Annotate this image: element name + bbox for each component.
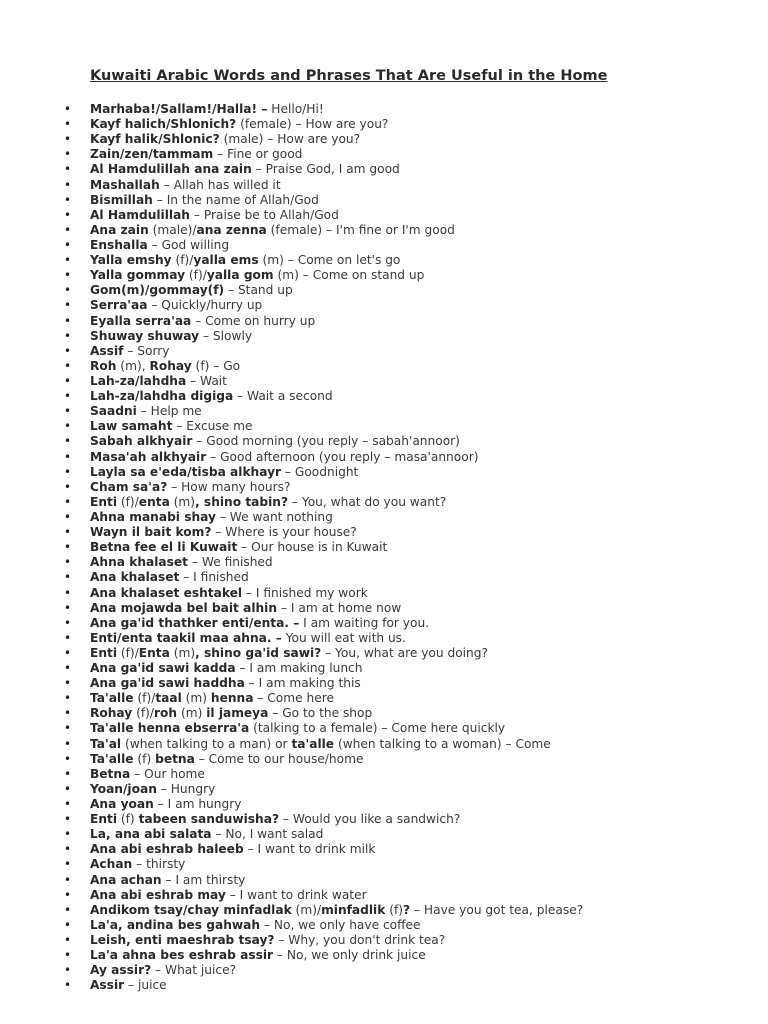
bullet-icon: • [64, 540, 72, 555]
list-item [0, 359, 583, 374]
bullet-icon: • [64, 283, 72, 298]
arabic-phrase: ana zenna [196, 222, 267, 237]
list-item [0, 857, 583, 872]
bullet-icon: • [64, 872, 72, 887]
arabic-phrase: enta [138, 494, 170, 509]
phrase-translation: You will eat with us. [281, 630, 406, 645]
phrase-translation: – Why, you don't drink tea? [274, 933, 446, 948]
phrase-translation: (f)/ [171, 253, 194, 268]
phrase-translation: – Wait a second [233, 389, 333, 404]
phrase-translation: – Good morning (you reply – sabah'annoor) [192, 434, 460, 449]
arabic-phrase: Yalla gommay [90, 268, 186, 283]
list-item [0, 117, 583, 132]
bullet-icon: • [64, 177, 72, 192]
list-item [0, 873, 583, 888]
phrase-translation: – Praise be to Allah/God [190, 207, 339, 222]
phrase-translation: (m) [169, 645, 196, 660]
arabic-phrase: Leish, enti maeshrab tsay? [90, 933, 275, 948]
phrase-translation: – No, we only drink juice [273, 948, 426, 963]
phrase-translation: – Excuse me [172, 419, 253, 434]
phrase-translation: – juice [124, 978, 167, 993]
bullet-icon: • [64, 600, 72, 615]
bullet-icon: • [64, 751, 72, 766]
arabic-phrase: yalla ems [193, 253, 259, 268]
list-item [0, 888, 583, 903]
phrase-translation: (female) – I'm fine or I'm good [266, 222, 455, 237]
bullet-icon: • [64, 978, 72, 993]
arabic-phrase: tabeen sanduwisha? [138, 812, 280, 827]
list-item [0, 737, 583, 752]
arabic-phrase: Al Hamdulillah ana zain [90, 162, 252, 177]
list-item [0, 797, 583, 812]
arabic-phrase: Rohay [149, 358, 192, 373]
arabic-phrase: Ana achan [90, 872, 162, 887]
arabic-phrase: Mashallah [90, 177, 160, 192]
arabic-phrase: Zain/zen/tammam [90, 147, 214, 162]
bullet-icon: • [64, 933, 72, 948]
bullet-icon: • [64, 419, 72, 434]
list-item [0, 132, 583, 147]
bullet-icon: • [64, 102, 72, 116]
list-item [0, 450, 583, 465]
arabic-phrase: Assir [90, 978, 125, 993]
arabic-phrase: Lah-za/lahdha digiga [90, 389, 234, 404]
phrase-translation: – I want to drink milk [243, 842, 376, 857]
phrase-translation: (when talking to a man) or [121, 736, 292, 751]
arabic-phrase: Ana ga'id sawi haddha [90, 676, 245, 691]
phrase-translation: – Stand up [224, 283, 293, 298]
phrase-translation: – I am at home now [277, 600, 402, 615]
arabic-phrase: , shino tabin? [195, 494, 289, 509]
phrase-translation: – Quickly/hurry up [147, 298, 263, 313]
list-item [0, 178, 583, 193]
phrase-translation: Hello/Hi! [267, 102, 324, 116]
phrase-translation: – Our home [130, 766, 205, 781]
arabic-phrase: Ahna manabi shay [90, 509, 216, 524]
list-item [0, 767, 583, 782]
arabic-phrase: Ta'alle henna ebserra'a [90, 721, 250, 736]
phrase-translation: – Wait [186, 373, 227, 388]
arabic-phrase: minfadlik [321, 902, 386, 917]
bullet-icon: • [64, 721, 72, 736]
list-item [0, 586, 583, 601]
phrase-translation: – I am hungry [153, 797, 242, 812]
arabic-phrase: Gom(m)/gommay(f) [90, 283, 225, 298]
list-item [0, 570, 583, 585]
list-item [0, 374, 583, 389]
phrase-translation: – Come to our house/home [194, 751, 364, 766]
phrase-translation: (m) – Come on stand up [273, 268, 425, 283]
arabic-phrase: Ta'alle [90, 691, 134, 706]
bullet-icon: • [64, 706, 72, 721]
list-item [0, 495, 583, 510]
arabic-phrase: betna [155, 751, 195, 766]
list-item [0, 344, 583, 359]
bullet-icon: • [64, 117, 72, 132]
bullet-icon: • [64, 268, 72, 283]
arabic-phrase: La, ana abi salata [90, 827, 212, 842]
arabic-phrase: Lah-za/lahdha [90, 373, 187, 388]
arabic-phrase: Eyalla serra'aa [90, 313, 192, 328]
bullet-icon: • [64, 917, 72, 932]
phrase-translation: (m) [177, 706, 207, 721]
arabic-phrase: Ay assir? [90, 963, 152, 978]
arabic-phrase: Ahna khalaset [90, 555, 189, 570]
list-item [0, 721, 583, 736]
bullet-icon: • [64, 902, 72, 917]
list-item [0, 223, 583, 238]
phrase-translation: (m), [116, 358, 150, 373]
arabic-phrase: Enta [138, 645, 170, 660]
bullet-icon: • [64, 479, 72, 494]
bullet-icon: • [64, 585, 72, 600]
phrase-translation: – Come here [253, 691, 334, 706]
bullet-icon: • [64, 207, 72, 222]
bullet-icon: • [64, 555, 72, 570]
arabic-phrase: Masa'ah alkhyair [90, 449, 207, 464]
arabic-phrase: Enti [90, 812, 118, 827]
phrase-translation: (male)/ [148, 222, 197, 237]
arabic-phrase: Marhaba!/Sallam!/Halla! – [90, 102, 268, 116]
phrase-translation: – Have you got tea, please? [410, 902, 584, 917]
bullet-icon: • [64, 781, 72, 796]
phrase-translation: – I finished [179, 570, 249, 585]
bullet-icon: • [64, 736, 72, 751]
list-item [0, 510, 583, 525]
arabic-phrase: Wayn il bait kom? [90, 525, 212, 540]
phrase-translation: (m)/ [291, 902, 322, 917]
phrase-translation: – Would you like a sandwich? [279, 812, 461, 827]
arabic-phrase: Achan [90, 857, 133, 872]
phrase-translation: – You, what do you want? [288, 494, 447, 509]
arabic-phrase: Yoan/joan [90, 781, 157, 796]
bullet-icon: • [64, 570, 72, 585]
phrase-translation: (m) [181, 691, 211, 706]
list-item [0, 147, 583, 162]
arabic-phrase: Al Hamdulillah [90, 207, 190, 222]
arabic-phrase: roh [154, 706, 178, 721]
arabic-phrase: yalla gom [206, 268, 274, 283]
phrase-translation: – Good afternoon (you reply – masa'annoor) [206, 449, 479, 464]
list-item [0, 465, 583, 480]
bullet-icon: • [64, 449, 72, 464]
page-title: Kuwaiti Arabic Words and Phrases That Are Useful in the Home [90, 68, 608, 84]
arabic-phrase: Law samaht [90, 419, 173, 434]
list-item [0, 661, 583, 676]
arabic-phrase: Ana ga'id sawi kadda [90, 661, 236, 676]
arabic-phrase: La'a, andina bes gahwah [90, 917, 261, 932]
bullet-icon: • [64, 766, 72, 781]
list-item [0, 238, 583, 253]
phrase-list [0, 102, 583, 993]
phrase-translation: – Sorry [123, 343, 170, 358]
phrase-translation: – You, what are you doing? [321, 645, 488, 660]
list-item [0, 253, 583, 268]
phrase-translation: (male) – How are you? [219, 132, 361, 147]
list-item [0, 676, 583, 691]
arabic-phrase: Bismillah [90, 192, 153, 207]
list-item [0, 389, 583, 404]
bullet-icon: • [64, 373, 72, 388]
bullet-icon: • [64, 812, 72, 827]
arabic-phrase: Enti [90, 645, 118, 660]
phrase-translation: – Hungry [156, 781, 216, 796]
list-item [0, 525, 583, 540]
arabic-phrase: ta'alle [291, 736, 335, 751]
phrase-translation: (f) [117, 812, 139, 827]
phrase-translation: (m) – Come on let's go [258, 253, 401, 268]
list-item [0, 193, 583, 208]
arabic-phrase: Sabah alkhyair [90, 434, 193, 449]
list-item [0, 329, 583, 344]
phrase-translation: – Our house is in Kuwait [237, 540, 388, 555]
phrase-translation: (talking to a female) – Come here quickly [249, 721, 506, 736]
list-item [0, 419, 583, 434]
phrase-translation: – Praise God, I am good [251, 162, 400, 177]
phrase-translation: – Goodnight [281, 464, 359, 479]
list-item [0, 827, 583, 842]
arabic-phrase: Assif [90, 343, 124, 358]
list-item [0, 691, 583, 706]
arabic-phrase: il jameya [206, 706, 269, 721]
phrase-translation: (f)/ [117, 494, 139, 509]
phrase-translation: (f) [133, 751, 156, 766]
arabic-phrase: Betna fee el li Kuwait [90, 540, 238, 555]
list-item [0, 298, 583, 313]
phrase-translation: (f)/ [117, 645, 139, 660]
phrase-translation: – Come on hurry up [191, 313, 316, 328]
phrase-translation: – We want nothing [215, 509, 333, 524]
phrase-translation: (f)/ [132, 706, 155, 721]
arabic-phrase: Betna [90, 766, 131, 781]
arabic-phrase: La'a ahna bes eshrab assir [90, 948, 274, 963]
phrase-translation: – I finished my work [242, 585, 368, 600]
list-item [0, 933, 583, 948]
list-item [0, 918, 583, 933]
arabic-phrase: Enshalla [90, 237, 148, 252]
arabic-phrase: Enti [90, 494, 118, 509]
phrase-translation: – No, I want salad [211, 827, 324, 842]
bullet-icon: • [64, 132, 72, 147]
arabic-phrase: Ana mojawda bel bait alhin [90, 600, 278, 615]
bullet-icon: • [64, 887, 72, 902]
list-item [0, 601, 583, 616]
bullet-icon: • [64, 389, 72, 404]
list-item [0, 978, 583, 993]
arabic-phrase: Rohay [90, 706, 133, 721]
arabic-phrase: Ana ga'id thathker enti/enta. – [90, 615, 300, 630]
phrase-translation: – Allah has willed it [159, 177, 281, 192]
bullet-icon: • [64, 464, 72, 479]
arabic-phrase: Ana zain [90, 222, 149, 237]
phrase-translation: – What juice? [151, 963, 237, 978]
list-item [0, 540, 583, 555]
bullet-icon: • [64, 147, 72, 162]
phrase-translation: – No, we only have coffee [260, 917, 421, 932]
bullet-icon: • [64, 645, 72, 660]
bullet-icon: • [64, 192, 72, 207]
phrase-translation: (m) [169, 494, 196, 509]
phrase-translation: (f) [385, 902, 404, 917]
arabic-phrase: Cham sa'a? [90, 479, 168, 494]
bullet-icon: • [64, 253, 72, 268]
phrase-translation: (f)/ [185, 268, 207, 283]
arabic-phrase: ? [403, 902, 411, 917]
list-item [0, 948, 583, 963]
arabic-phrase: Ana abi eshrab may [90, 887, 226, 902]
arabic-phrase: Serra'aa [90, 298, 148, 313]
list-item [0, 208, 583, 223]
phrase-translation: – Slowly [199, 328, 253, 343]
bullet-icon: • [64, 494, 72, 509]
bullet-icon: • [64, 797, 72, 812]
bullet-icon: • [64, 827, 72, 842]
phrase-translation: – I want to drink water [225, 887, 367, 902]
list-item [0, 283, 583, 298]
phrase-translation: – How many hours? [167, 479, 291, 494]
bullet-icon: • [64, 313, 72, 328]
arabic-phrase: Shuway shuway [90, 328, 200, 343]
bullet-icon: • [64, 358, 72, 373]
list-item [0, 555, 583, 570]
arabic-phrase: Ana abi eshrab haleeb [90, 842, 244, 857]
list-item [0, 842, 583, 857]
phrase-translation: – In the name of Allah/God [152, 192, 319, 207]
bullet-icon: • [64, 222, 72, 237]
phrase-translation: – God willing [147, 237, 230, 252]
arabic-phrase: Yalla emshy [90, 253, 172, 268]
arabic-phrase: Enti/enta taakil maa ahna. – [90, 630, 282, 645]
phrase-translation: (when talking to a woman) – Come [334, 736, 551, 751]
arabic-phrase: Ana khalaset [90, 570, 180, 585]
list-item [0, 616, 583, 631]
list-item [0, 646, 583, 661]
list-item [0, 903, 583, 918]
phrase-translation: – I am thirsty [161, 872, 246, 887]
bullet-icon: • [64, 857, 72, 872]
phrase-translation: – Where is your house? [211, 525, 357, 540]
phrase-translation: – Fine or good [213, 147, 303, 162]
bullet-icon: • [64, 661, 72, 676]
arabic-phrase: taal [155, 691, 182, 706]
phrase-translation: – I am making lunch [235, 661, 363, 676]
bullet-icon: • [64, 162, 72, 177]
bullet-icon: • [64, 343, 72, 358]
bullet-icon: • [64, 948, 72, 963]
list-item [0, 434, 583, 449]
bullet-icon: • [64, 509, 72, 524]
list-item [0, 963, 583, 978]
arabic-phrase: Saadni [90, 404, 137, 419]
arabic-phrase: Roh [90, 358, 117, 373]
arabic-phrase: Kayf halich/Shlonich? [90, 117, 237, 132]
list-item [0, 480, 583, 495]
bullet-icon: • [64, 676, 72, 691]
bullet-icon: • [64, 328, 72, 343]
arabic-phrase: Ana yoan [90, 797, 154, 812]
list-item [0, 812, 583, 827]
bullet-icon: • [64, 237, 72, 252]
bullet-icon: • [64, 842, 72, 857]
phrase-translation: (f)/ [133, 691, 156, 706]
list-item [0, 268, 583, 283]
arabic-phrase: henna [210, 691, 254, 706]
arabic-phrase: , shino ga'id sawi? [195, 645, 322, 660]
list-item [0, 162, 583, 177]
bullet-icon: • [64, 525, 72, 540]
bullet-icon: • [64, 691, 72, 706]
list-item [0, 102, 583, 117]
phrase-translation: – I am making this [244, 676, 361, 691]
bullet-icon: • [64, 963, 72, 978]
list-item [0, 314, 583, 329]
bullet-icon: • [64, 434, 72, 449]
arabic-phrase: Kayf halik/Shlonic? [90, 132, 220, 147]
phrase-translation: – We finished [188, 555, 273, 570]
bullet-icon: • [64, 615, 72, 630]
arabic-phrase: Layla sa e'eda/tisba alkhayr [90, 464, 282, 479]
bullet-icon: • [64, 630, 72, 645]
bullet-icon: • [64, 404, 72, 419]
arabic-phrase: Ta'al [90, 736, 122, 751]
list-item [0, 706, 583, 721]
list-item [0, 782, 583, 797]
arabic-phrase: Ana khalaset eshtakel [90, 585, 243, 600]
phrase-translation: I am waiting for you. [299, 615, 430, 630]
arabic-phrase: Ta'alle [90, 751, 134, 766]
phrase-translation: (female) – How are you? [236, 117, 389, 132]
bullet-icon: • [64, 298, 72, 313]
arabic-phrase: Andikom tsay/chay minfadlak [90, 902, 292, 917]
list-item [0, 631, 583, 646]
phrase-translation: (f) – Go [191, 358, 241, 373]
phrase-translation: – Help me [136, 404, 202, 419]
list-item [0, 404, 583, 419]
phrase-translation: – thirsty [132, 857, 186, 872]
phrase-translation: – Go to the shop [268, 706, 373, 721]
list-item [0, 752, 583, 767]
